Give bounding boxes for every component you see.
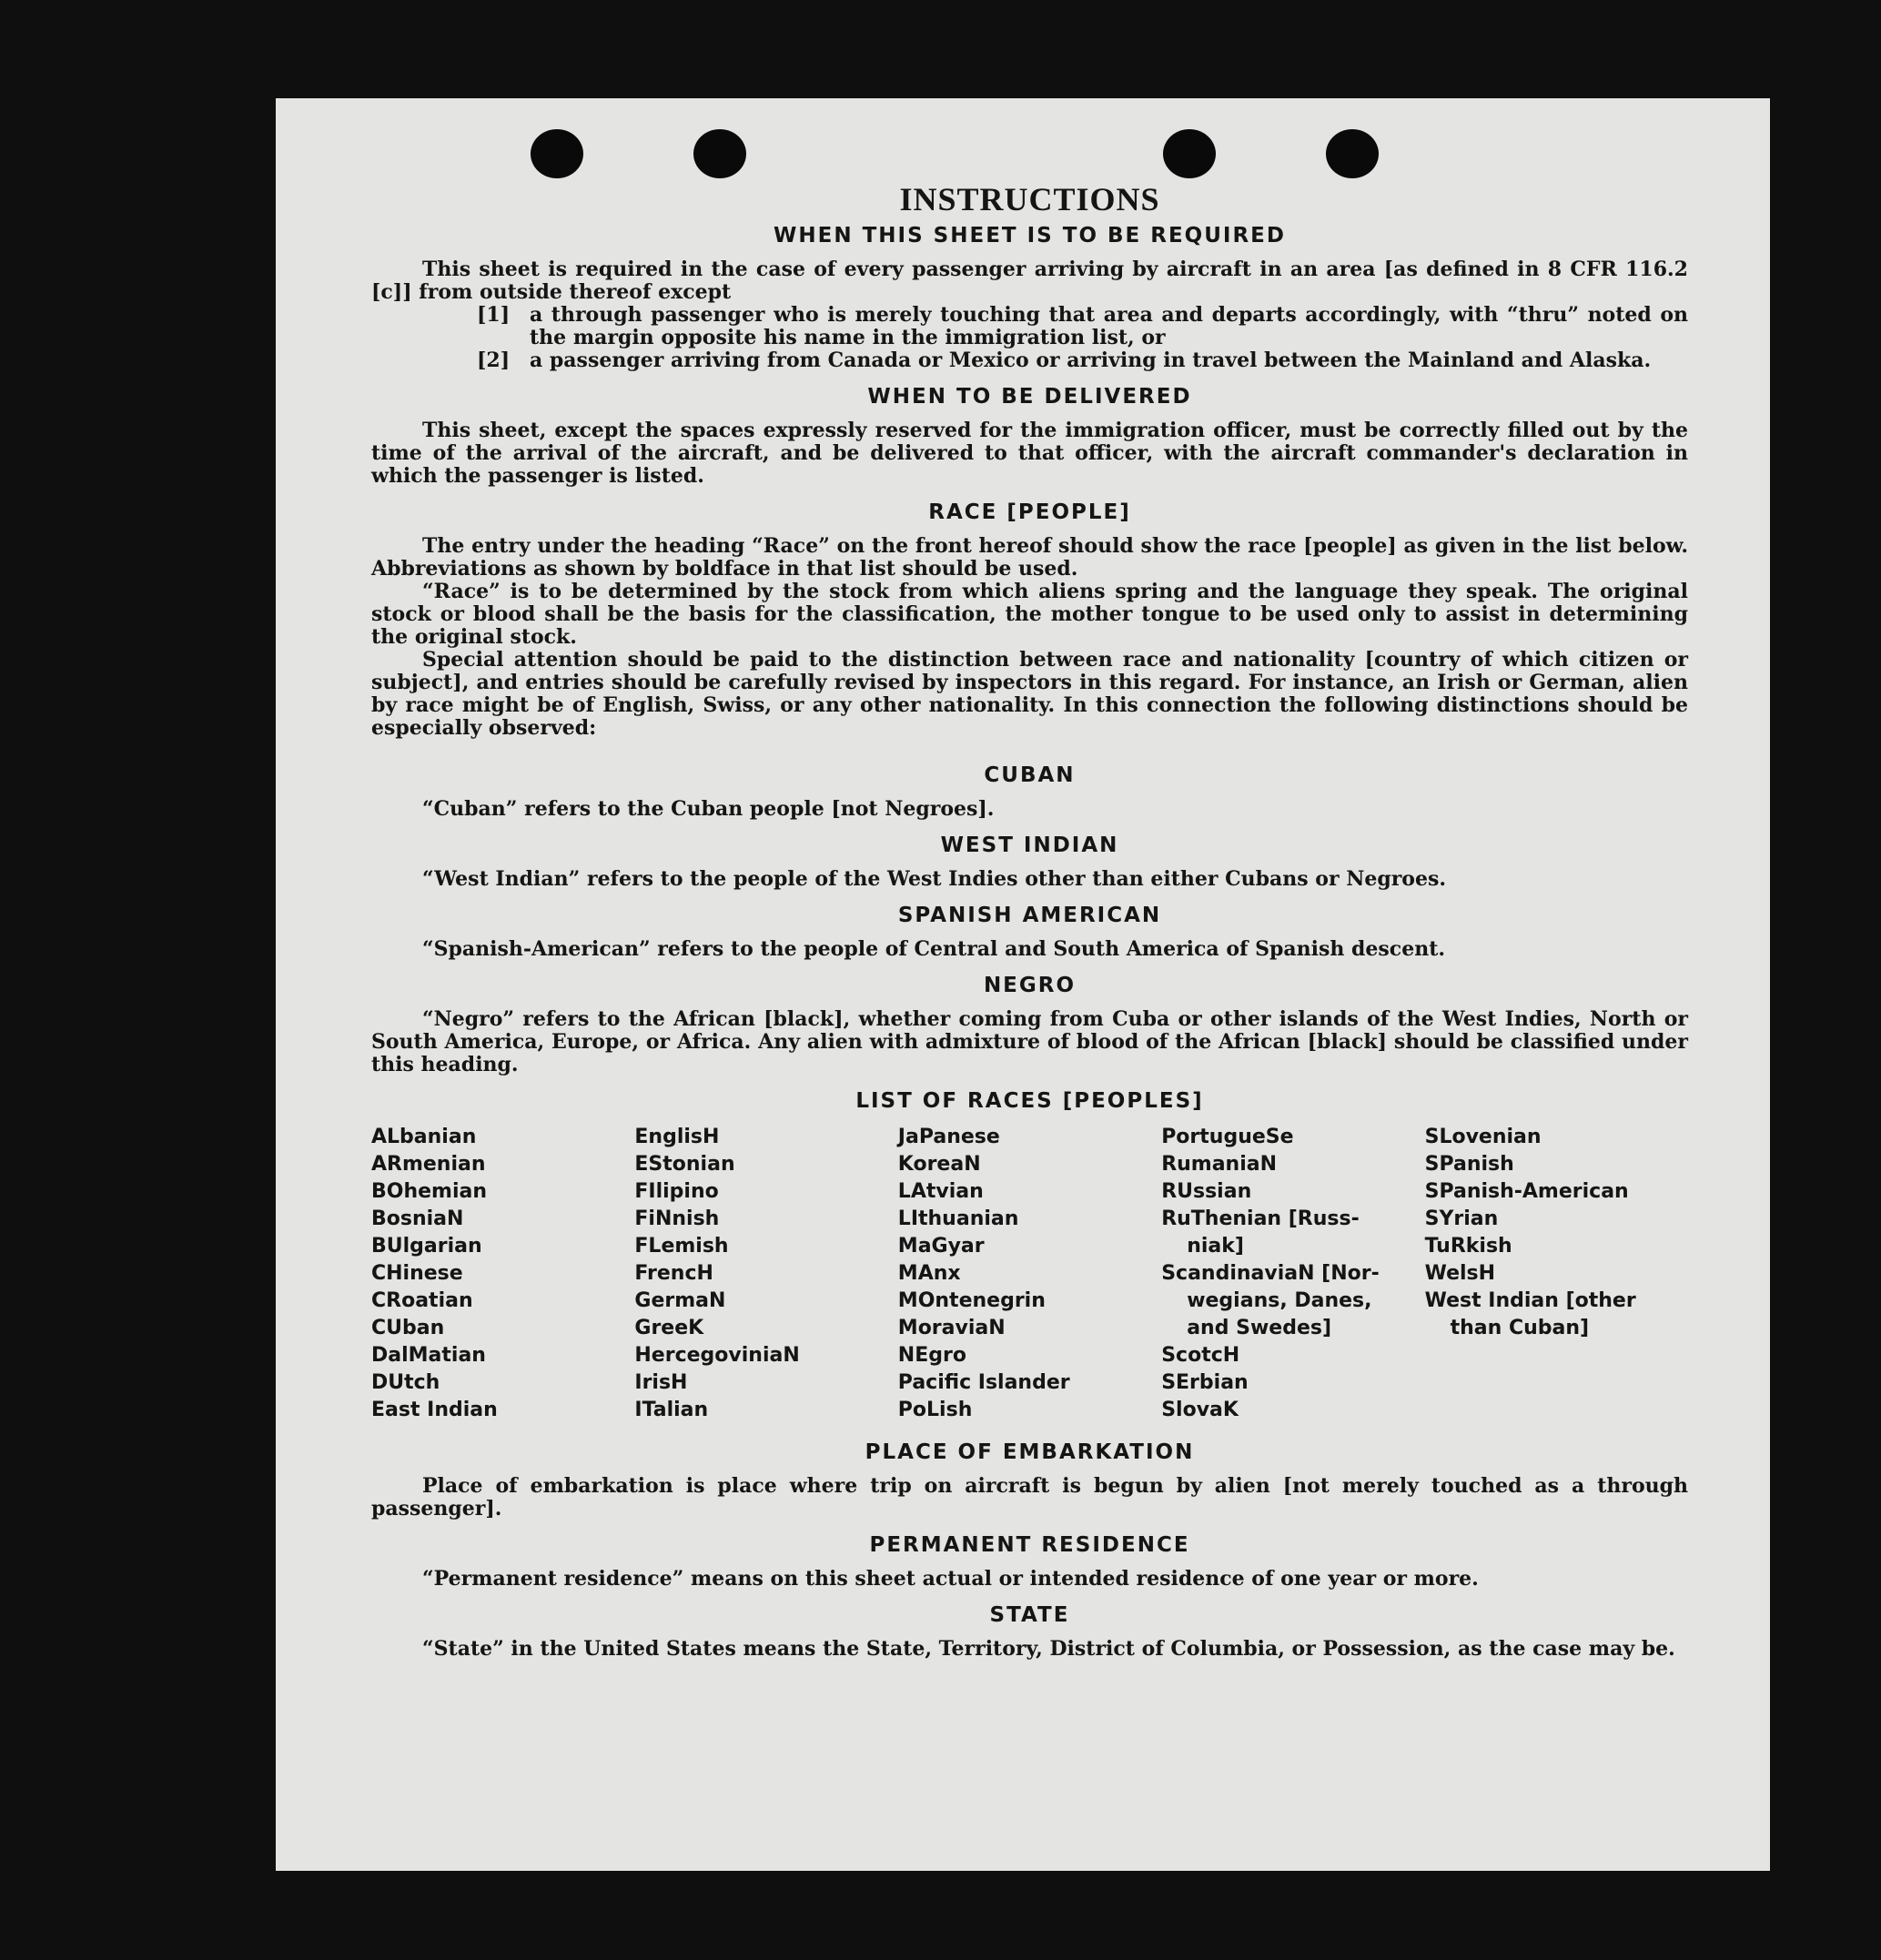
list-item: West Indian [other xyxy=(1424,1289,1636,1312)
list-item: BOhemian xyxy=(371,1180,488,1203)
list-item: IrisH xyxy=(634,1371,688,1394)
list-item: CRoatian xyxy=(371,1289,473,1312)
list-item: LAtvian xyxy=(897,1180,984,1203)
list-item: MoraviaN xyxy=(897,1317,1006,1339)
list-item: KoreaN xyxy=(897,1153,981,1176)
heading-state: STATE xyxy=(989,1603,1070,1627)
list-item: RumaniaN xyxy=(1161,1153,1278,1176)
list-item: DUtch xyxy=(371,1371,440,1394)
paragraph: This sheet is required in the case of every passenger arriving by aircraft in an area [as defined in 8 CFR 116.2 [c]] from outside thereof except xyxy=(371,258,1688,304)
list-item: CHinese xyxy=(371,1262,463,1285)
heading-embarkation: PLACE OF EMBARKATION xyxy=(865,1440,1195,1464)
list-item-continuation: and Swedes] xyxy=(1187,1317,1332,1339)
list-item: BUlgarian xyxy=(371,1235,482,1258)
item-text: a passenger arriving from Canada or Mexico or arriving in travel between the Mainland and Alaska. xyxy=(530,349,1652,372)
list-item: FLemish xyxy=(634,1235,729,1258)
page-title: INSTRUCTIONS xyxy=(899,181,1160,217)
list-item: SPanish xyxy=(1424,1153,1514,1176)
list-item xyxy=(477,304,1688,349)
list-item: WelsH xyxy=(1424,1262,1496,1285)
list-item: ARmenian xyxy=(371,1153,486,1176)
race-column xyxy=(898,1124,1161,1424)
list-item: FiNnish xyxy=(634,1207,720,1230)
list-item: PortugueSe xyxy=(1161,1126,1294,1148)
list-item: SErbian xyxy=(1161,1371,1249,1394)
list-item: East Indian xyxy=(371,1399,498,1421)
document-page xyxy=(276,98,1770,1871)
punch-hole xyxy=(531,129,583,178)
race-list xyxy=(371,1124,1688,1424)
list-item: DalMatian xyxy=(371,1344,486,1367)
list-item: FrencH xyxy=(634,1262,713,1285)
heading-west-indian: WEST INDIAN xyxy=(940,834,1119,857)
heading-when-required: WHEN THIS SHEET IS TO BE REQUIRED xyxy=(774,224,1286,248)
list-item: LIthuanian xyxy=(897,1207,1019,1230)
race-column xyxy=(634,1124,897,1424)
paragraph: “Negro” refers to the African [black], whether coming from Cuba or other islands of the West Indies, North or South America, Europe, or Africa. Any alien with admixture of blood of the African [black] should be classified under this heading. xyxy=(371,1007,1688,1076)
list-item: TuRkish xyxy=(1424,1235,1512,1258)
list-item: ScotcH xyxy=(1161,1344,1240,1367)
paragraph: “Cuban” refers to the Cuban people [not Negroes]. xyxy=(422,797,995,821)
list-item: SYrian xyxy=(1424,1207,1499,1230)
list-item: EStonian xyxy=(634,1153,735,1176)
paragraph: “West Indian” refers to the people of the West Indies other than either Cubans or Negroes. xyxy=(422,867,1447,891)
list-item: PoLish xyxy=(897,1399,973,1421)
heading-when-delivered: WHEN TO BE DELIVERED xyxy=(867,385,1192,409)
list-item: RuThenian [Russ- xyxy=(1161,1207,1360,1230)
paragraph: Place of embarkation is place where trip on aircraft is begun by alien [not merely touched as a through passenger]. xyxy=(371,1474,1688,1521)
paragraph: This sheet, except the spaces expressly reserved for the immigration officer, must be correctly filled out by the time of the arrival of the aircraft, and be delivered to that officer, with the aircraft commander's declaration in which the passenger is listed. xyxy=(371,419,1688,488)
list-item: CUban xyxy=(371,1317,445,1339)
list-item: SlovaK xyxy=(1161,1399,1239,1421)
list-item: ITalian xyxy=(634,1399,709,1421)
list-item: FIlipino xyxy=(634,1180,719,1203)
heading-spanish-american: SPANISH AMERICAN xyxy=(897,904,1162,927)
list-item: MaGyar xyxy=(897,1235,985,1258)
list-item xyxy=(1425,1315,1688,1342)
list-item: ALbanian xyxy=(371,1126,477,1148)
heading-permanent-residence: PERMANENT RESIDENCE xyxy=(869,1533,1190,1557)
paragraph: The entry under the heading “Race” on the front hereof should show the race [people] as given in the list below. Abbreviations as shown by boldface in that list should be used. xyxy=(371,534,1688,581)
list-item: Pacific Islander xyxy=(897,1371,1070,1394)
item-number: [2] xyxy=(477,349,511,372)
list-item: SLovenian xyxy=(1424,1126,1542,1148)
item-text: a through passenger who is merely touching that area and departs accordingly, with “thru” noted on the margin opposite his name in the immigration list, or xyxy=(530,303,1688,349)
punch-hole xyxy=(1326,129,1379,178)
heading-negro: NEGRO xyxy=(983,974,1077,997)
list-item: ScandinaviaN [Nor- xyxy=(1161,1262,1380,1285)
paragraph: Special attention should be paid to the distinction between race and nationality [country of which citizen or subject], and entries should be carefully revised by inspectors in this regard. For instance, an Irish or German, alien by race might be of English, Swiss, or any other nationality. In this connection the following distinctions should be especially observed: xyxy=(371,648,1688,740)
list-item-continuation: than Cuban] xyxy=(1450,1317,1590,1339)
list-item: RUssian xyxy=(1161,1180,1252,1203)
race-column xyxy=(371,1124,634,1424)
race-column xyxy=(1161,1124,1424,1424)
punch-hole xyxy=(693,129,746,178)
list-item: MAnx xyxy=(897,1262,961,1285)
heading-race: RACE [PEOPLE] xyxy=(928,500,1131,524)
list-item: EnglisH xyxy=(634,1126,720,1148)
item-number: [1] xyxy=(477,303,511,327)
list-item: NEgro xyxy=(897,1344,966,1367)
heading-list-of-races: LIST OF RACES [PEOPLES] xyxy=(855,1089,1204,1113)
paragraph: “Race” is to be determined by the stock from which aliens spring and the language they speak. The original stock or blood shall be the basis for the classification, the mother tongue to be used only to assist in determining the original stock. xyxy=(371,580,1688,649)
paragraph: “State” in the United States means the State, Territory, District of Columbia, or Possession, as the case may be. xyxy=(422,1637,1675,1661)
list-item xyxy=(477,349,1688,372)
heading-cuban: CUBAN xyxy=(984,763,1076,787)
list-item: HercegoviniaN xyxy=(634,1344,800,1367)
list-item-continuation: wegians, Danes, xyxy=(1187,1289,1372,1312)
list-item: MOntenegrin xyxy=(897,1289,1046,1312)
paragraph: “Permanent residence” means on this sheet actual or intended residence of one year or more. xyxy=(422,1567,1479,1591)
list-item xyxy=(1161,1233,1424,1260)
list-item: GermaN xyxy=(634,1289,726,1312)
list-item-continuation: niak] xyxy=(1187,1235,1244,1258)
list-item xyxy=(1161,1288,1424,1315)
list-item: JaPanese xyxy=(897,1126,1000,1148)
paragraph: “Spanish-American” refers to the people of Central and South America of Spanish descent. xyxy=(422,937,1446,961)
list-item: GreeK xyxy=(634,1317,704,1339)
race-column xyxy=(1425,1124,1688,1424)
list-item: SPanish-American xyxy=(1424,1180,1629,1203)
punch-hole xyxy=(1163,129,1216,178)
list-item xyxy=(1161,1315,1424,1342)
list-item: BosniaN xyxy=(371,1207,464,1230)
